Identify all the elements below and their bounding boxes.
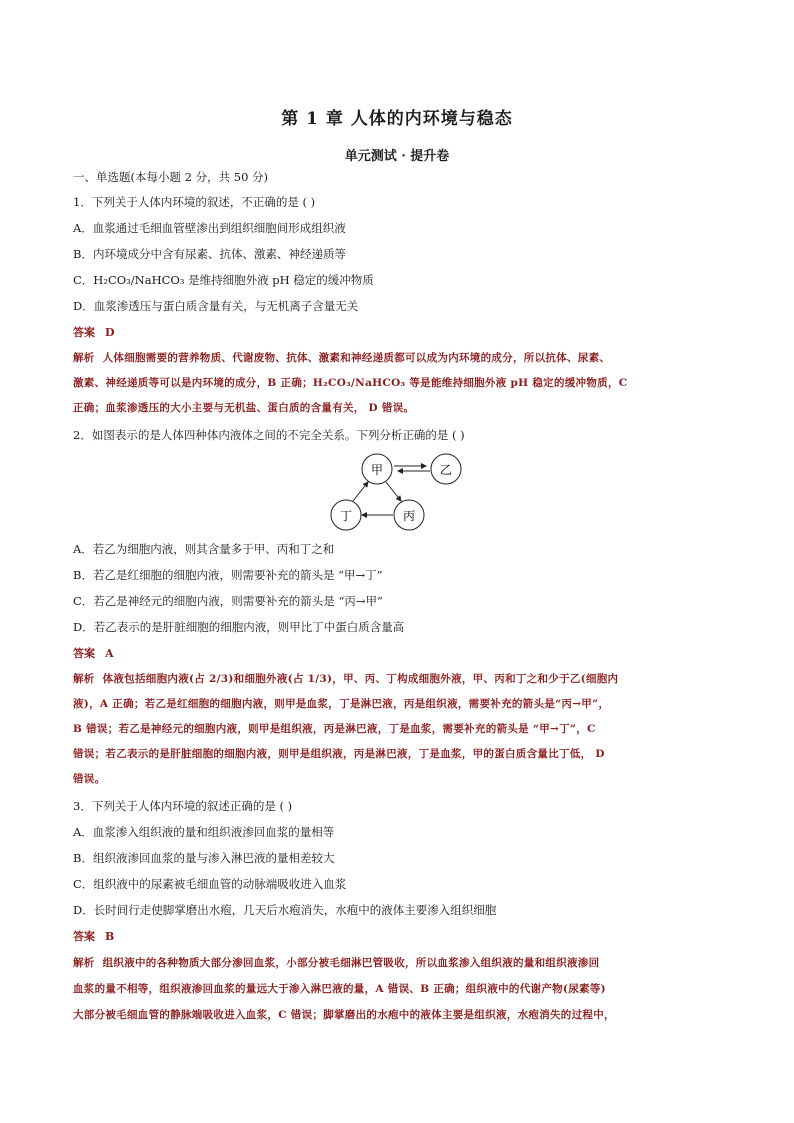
- node-bing-label: 丙: [402, 509, 416, 523]
- node-ding-label: 丁: [339, 509, 353, 523]
- q3-option-b: B．组织液渗回血浆的量与渗入淋巴液的量相差较大: [73, 851, 335, 865]
- answer-value: D: [105, 326, 115, 339]
- q2-stem: 2．如图表示的是人体四种体内液体之间的不完全关系。下列分析正确的是 ( ): [73, 428, 465, 442]
- explanation-text: 人体细胞需要的营养物质、代谢废物、抗体、激素和神经递质都可以成为内环境的成分，所以抗体、尿素、: [102, 352, 611, 364]
- q2-option-d: D．若乙表示的是肝脏细胞的细胞内液，则甲比丁中蛋白质含量高: [73, 620, 405, 634]
- answer-value: A: [105, 647, 114, 660]
- arrow-jia-to-bing: [386, 482, 401, 501]
- q1-explanation-line: 激素、神经递质等可以是内环境的成分，B 正确；H₂CO₃/NaHCO₃ 等是能维持细胞外液 pH 稳定的缓冲物质，C: [73, 377, 628, 389]
- q3-option-a: A．血浆渗入组织液的量和组织液渗回血浆的量相等: [73, 825, 335, 839]
- node-yi-label: 乙: [439, 463, 453, 477]
- explanation-label: 解析: [73, 673, 95, 685]
- explanation-text: 组织液中的各种物质大部分渗回血浆，小部分被毛细淋巴管吸收，所以血浆渗入组织液的量和组织液渗回: [102, 957, 600, 969]
- explanation-label: 解析: [73, 352, 95, 364]
- fluid-relation-diagram: [320, 450, 470, 534]
- arrow-ding-to-jia: [353, 482, 368, 501]
- q1-stem: 1．下列关于人体内环境的叙述，不正确的是 ( ): [73, 195, 316, 209]
- q2-explanation-line: 液)，A 正确；若乙是红细胞的细胞内液，则甲是血浆，丁是淋巴液，丙是组织液，需要补充的箭头是“丙→甲”，: [73, 698, 610, 710]
- explanation-text: 体液包括细胞内液(占 2/3)和细胞外液(占 1/3)，甲、丙、丁构成细胞外液，甲、丙和丁之和少于乙(细胞内: [102, 673, 619, 685]
- q3-stem: 3．下列关于人体内环境的叙述正确的是 ( ): [73, 799, 293, 813]
- test-subtitle: 单元测试 · 提升卷: [344, 149, 450, 164]
- answer-label: 答案: [73, 930, 95, 943]
- q1-option-a: A．血浆通过毛细血管壁渗出到组织细胞间形成组织液: [73, 221, 346, 235]
- q3-explanation-line: 血浆的量不相等，组织液渗回血浆的量远大于渗入淋巴液的量，A 错误、B 正确；组织液中的代谢产物(尿素等): [73, 983, 606, 995]
- section-heading: 一、单选题(本每小题 2 分，共 50 分): [73, 170, 269, 184]
- answer-label: 答案: [73, 647, 95, 660]
- q3-answer: [73, 929, 114, 945]
- q3-option-c: C．组织液中的尿素被毛细血管的动脉端吸收进入血浆: [73, 877, 347, 891]
- answer-label: 答案: [73, 326, 95, 339]
- chapter-title: 第 1 章 人体的内环境与稳态: [281, 109, 513, 129]
- q3-explanation-line: [73, 955, 733, 971]
- q2-explanation-line: [73, 671, 733, 687]
- q1-option-d: D．血浆渗透压与蛋白质含量有关，与无机离子含量无关: [73, 299, 359, 313]
- q2-explanation-line: 错误；若乙表示的是肝脏细胞的细胞内液，则甲是组织液，丙是淋巴液，丁是血浆，甲的蛋白质含量比丁低， D: [73, 748, 605, 760]
- q1-explanation-line: 正确；血浆渗透压的大小主要与无机盐、蛋白质的含量有关， D 错误。: [73, 402, 415, 414]
- q1-answer: [73, 325, 115, 341]
- q3-option-d: D．长时间行走使脚掌磨出水疱，几天后水疱消失，水疱中的液体主要渗入组织细胞: [73, 903, 497, 917]
- q1-explanation-line: [73, 350, 733, 366]
- q3-explanation-line: 大部分被毛细血管的静脉端吸收进入血浆，C 错误；脚掌磨出的水疱中的液体主要是组织液，水疱消失的过程中，: [73, 1009, 615, 1021]
- answer-value: B: [105, 930, 115, 943]
- q2-option-b: B．若乙是红细胞的细胞内液，则需要补充的箭头是 “甲→丁”: [73, 568, 383, 582]
- q1-option-c: C．H₂CO₃/NaHCO₃ 是维持细胞外液 pH 稳定的缓冲物质: [73, 273, 374, 287]
- node-jia-label: 甲: [370, 463, 384, 477]
- q2-option-a: A．若乙为细胞内液，则其含量多于甲、丙和丁之和: [73, 542, 335, 556]
- q2-option-c: C．若乙是神经元的细胞内液，则需要补充的箭头是 “丙→甲”: [73, 594, 383, 608]
- q1-option-b: B．内环境成分中含有尿素、抗体、激素、神经递质等: [73, 247, 346, 261]
- q2-explanation-line: 错误。: [73, 773, 106, 785]
- explanation-label: 解析: [73, 957, 95, 969]
- q2-explanation-line: B 错误；若乙是神经元的细胞内液，则甲是组织液，丙是淋巴液，丁是血浆，需要补充的箭头是 “甲→丁”，C: [73, 723, 596, 735]
- q2-answer: [73, 646, 114, 662]
